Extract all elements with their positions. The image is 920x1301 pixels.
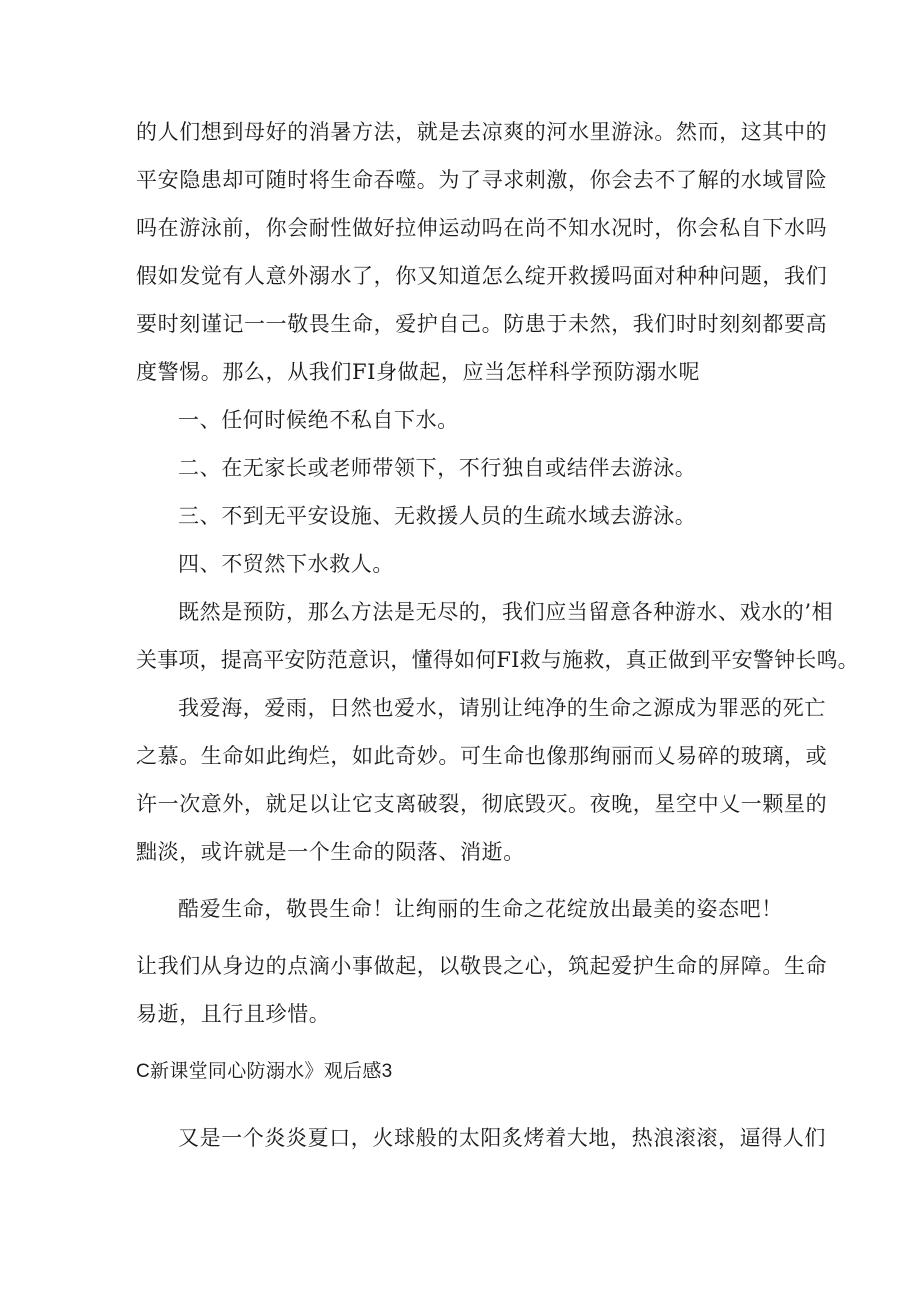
body-text-line: 平安隐患却可随时将生命吞噬。为了寻求刺激，你会去不了解的水域冒险 xyxy=(136,168,828,192)
body-text-line: 易逝，且行且珍惜。 xyxy=(136,1002,331,1026)
body-text-line: 之慕。生命如此绚烂，如此奇妙。可生命也像那绚丽而乂易碎的玻璃，或 xyxy=(136,744,828,768)
body-text-line: 既然是预防，那么方法是无尽的，我们应当留意各种游水、戏水的’相 xyxy=(178,600,834,624)
body-text-line: 酷爱生命，敬畏生命！让绚丽的生命之花绽放出最美的姿态吧！ xyxy=(178,897,783,921)
section-heading: C新课堂同心防溺水》观后感3 xyxy=(136,1061,393,1082)
body-text-line: 我爱海，爱雨，日然也爱水，请别让纯净的生命之源成为罪恶的死亡 xyxy=(178,696,826,720)
body-text-line: 的人们想到母好的消暑方法，就是去凉爽的河水里游泳。然而，这其中的 xyxy=(136,120,828,144)
body-text-line: 吗在游泳前，你会耐性做好拉伸运动吗在尚不知水况时，你会私自下水吗 xyxy=(136,216,828,240)
body-text-line: 黜淡，或许就是一个生命的陨落、消逝。 xyxy=(136,840,525,864)
body-text-line: 假如发觉有人意外溺水了，你又知道怎么绽开救援吗面对种种问题，我们 xyxy=(136,264,828,288)
body-text-line: 让我们从身边的点滴小事做起，以敬畏之心，筑起爱护生命的屏障。生命 xyxy=(136,954,828,978)
body-text-line: 要时刻谨记一一敬畏生命，爱护自己。防患于未然，我们时时刻刻都要高 xyxy=(136,312,828,336)
rule-item: 一、任何时候绝不私自下水。 xyxy=(178,408,459,432)
body-text-line: 又是一个炎炎夏口，火球般的太阳炙烤着大地，热浪滚滚，逼得人们 xyxy=(178,1126,826,1150)
rule-item: 三、不到无平安设施、无救援人员的生疏水域去游泳。 xyxy=(178,504,697,528)
rule-item: 二、在无家长或老师带领下，不行独自或结伴去游泳。 xyxy=(178,456,697,480)
rule-item: 四、不贸然下水救人。 xyxy=(178,552,394,576)
body-text-line: 关事项，提高平安防范意识，懂得如何FI救与施救，真正做到平安警钟长鸣。 xyxy=(136,648,859,672)
body-text-line: 许一次意外，就足以让它支离破裂，彻底毁灭。夜晚，星空中乂一颗星的 xyxy=(136,792,828,816)
body-text-line: 度警惕。那么，从我们FI身做起，应当怎样科学预防溺水呢 xyxy=(136,360,701,384)
